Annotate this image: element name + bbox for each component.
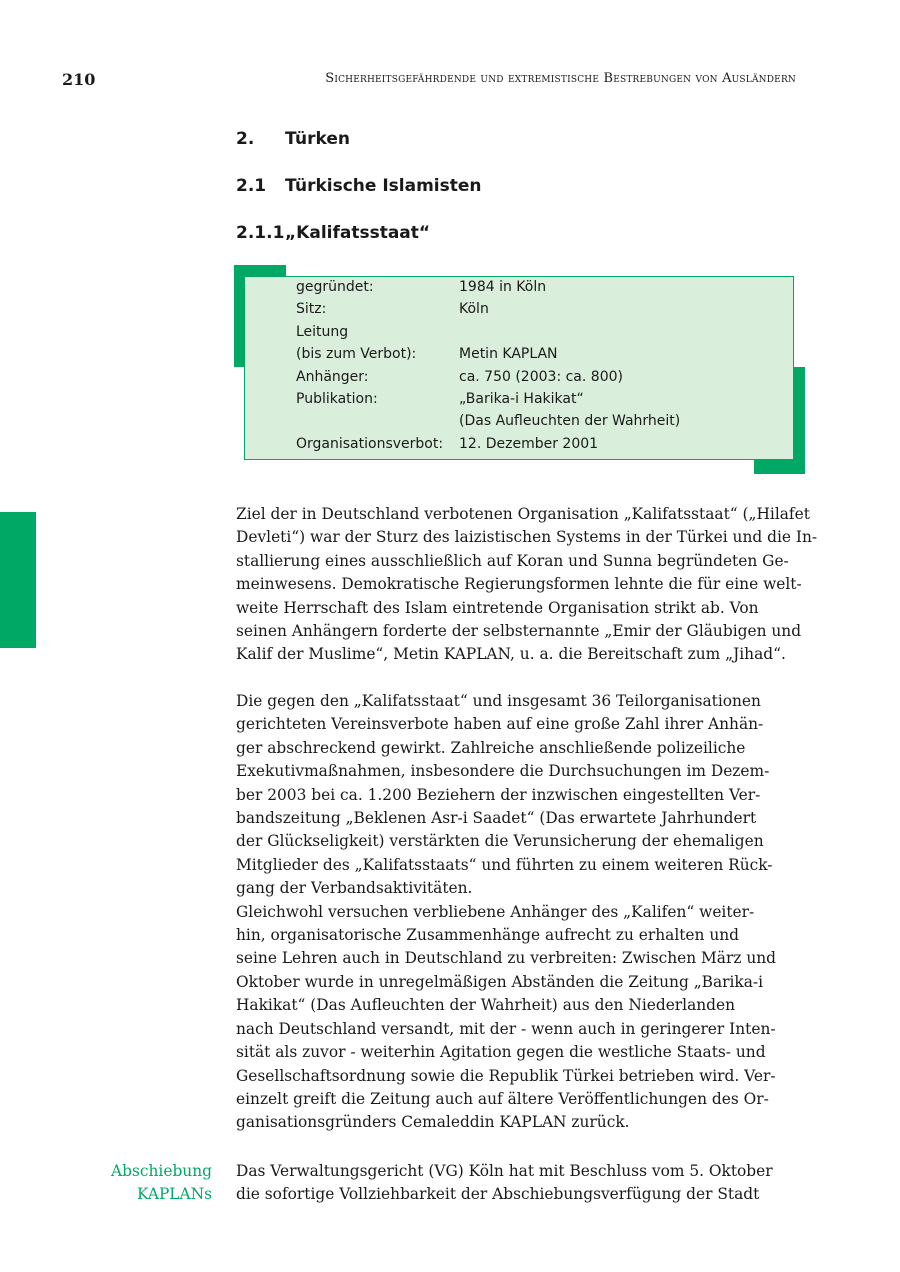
infobox-row	[296, 436, 680, 458]
text-line: Ziel der in Deutschland verbotenen Organisation „Kalifatsstaat“ („Hilafet	[236, 505, 810, 523]
infobox-value	[459, 324, 680, 346]
margin-note-line: KAPLANs	[136, 1185, 212, 1204]
infobox-label: Sitz:	[296, 301, 327, 318]
text-line: sität als zuvor - weiterhin Agitation gegen die westliche Staats- und	[236, 1043, 766, 1062]
infobox-row	[296, 369, 680, 391]
text-line: Gleichwohl versuchen verbliebene Anhänger des „Kalifen“ weiter-	[236, 902, 755, 921]
heading-text: Türken	[285, 129, 350, 149]
heading-section-2-1	[236, 176, 482, 196]
infobox-label	[296, 413, 459, 435]
infobox-value: Metin KAPLAN	[459, 346, 558, 363]
text-line: meinwesens. Demokratische Regierungsformen lehnte die für eine welt-	[236, 575, 802, 594]
paragraph-deportation	[236, 1160, 808, 1207]
text-line: Devleti“) war der Sturz des laizistischen Systems in der Türkei und die In-	[236, 528, 818, 547]
heading-number: 2.	[236, 129, 255, 149]
text-line: stallierung eines ausschließlich auf Koran und Sunna begründeten Ge-	[236, 551, 789, 570]
infobox-label: gegründet:	[296, 279, 374, 295]
text-line: einzelt greift die Zeitung auch auf ältere Veröffentlichungen des Or-	[236, 1089, 769, 1108]
text-line: gerichteten Vereinsverbote haben auf eine große Zahl ihrer Anhän-	[236, 715, 764, 734]
infobox-row	[296, 324, 680, 346]
text-line: gang der Verbandsaktivitäten.	[236, 879, 473, 898]
infobox-row	[296, 346, 680, 368]
infobox-table	[296, 279, 680, 458]
text-line: der Glückseligkeit) verstärkten die Verunsicherung der ehemaligen	[236, 832, 764, 851]
infobox-value: (Das Aufleuchten der Wahrheit)	[459, 413, 681, 430]
text-line: Oktober wurde in unregelmäßigen Abständen die Zeitung „Barika-i	[236, 972, 764, 991]
text-line: ber 2003 bei ca. 1.200 Beziehern der inzwischen eingestellten Ver-	[236, 785, 761, 804]
side-tab-marker	[0, 512, 36, 648]
text-line: Kalif der Muslime“, Metin KAPLAN, u. a. die Bereitschaft zum „Jihad“.	[236, 645, 786, 664]
text-line: Exekutivmaßnahmen, insbesondere die Durchsuchungen im Dezem-	[236, 762, 770, 781]
margin-note	[111, 1160, 212, 1207]
text-line: ger abschreckend gewirkt. Zahlreiche anschließende polizeiliche	[236, 738, 746, 757]
heading-section-2	[236, 129, 350, 149]
heading-section-2-1-1	[236, 223, 430, 243]
infobox-row	[296, 301, 680, 323]
infobox-label: Leitung	[296, 323, 349, 340]
text-line: die sofortige Vollziehbarkeit der Abschiebungsverfügung der Stadt	[236, 1185, 760, 1204]
text-line: Mitglieder des „Kalifatsstaats“ und führten zu einem weiteren Rück-	[236, 855, 773, 874]
organization-infobox	[244, 276, 794, 460]
infobox-value: Köln	[459, 301, 489, 318]
text-line: Das Verwaltungsgericht (VG) Köln hat mit Beschluss vom 5. Oktober	[236, 1162, 773, 1180]
heading-number: 2.1.1	[236, 223, 285, 243]
margin-note-line: Abschiebung	[111, 1162, 212, 1180]
text-line: seinen Anhängern forderte der selbsternannte „Emir der Gläubigen und	[236, 622, 802, 641]
infobox-row	[296, 413, 680, 435]
paragraph-bans	[236, 690, 808, 1135]
running-header: Sicherheitsgefährdende und extremistische Bestrebungen von Ausländern	[325, 71, 796, 86]
text-line: nach Deutschland versandt, mit der - wenn auch in geringerer Inten-	[236, 1019, 776, 1038]
text-line: Gesellschaftsordnung sowie die Republik Türkei betrieben wird. Ver-	[236, 1066, 776, 1085]
text-line: Die gegen den „Kalifatsstaat“ und insgesamt 36 Teilorganisationen	[236, 692, 761, 710]
text-line: weite Herrschaft des Islam eintretende Organisation strikt ab. Von	[236, 598, 759, 617]
infobox-value: ca. 750 (2003: ca. 800)	[459, 368, 623, 385]
text-line: seine Lehren auch in Deutschland zu verbreiten: Zwischen März und	[236, 949, 777, 968]
infobox-row	[296, 279, 680, 301]
infobox-label: Anhänger:	[296, 368, 369, 385]
text-line: bandszeitung „Beklenen Asr-i Saadet“ (Das erwartete Jahrhundert	[236, 809, 757, 828]
heading-text: Türkische Islamisten	[285, 176, 482, 196]
page-number: 210	[62, 70, 96, 89]
paragraph-goal	[236, 503, 818, 667]
infobox-label: (bis zum Verbot):	[296, 346, 417, 363]
infobox-label: Organisationsverbot:	[296, 435, 444, 452]
text-line: hin, organisatorische Zusammenhänge aufrecht zu erhalten und	[236, 926, 740, 945]
infobox-value: 1984 in Köln	[459, 279, 547, 295]
infobox-row	[296, 391, 680, 413]
text-line: Hakikat“ (Das Aufleuchten der Wahrheit) aus den Niederlanden	[236, 996, 736, 1015]
text-line: ganisationsgründers Cemaleddin KAPLAN zurück.	[236, 1113, 630, 1132]
infobox-value: „Barika-i Hakikat“	[459, 390, 584, 407]
infobox-value: 12. Dezember 2001	[459, 435, 599, 452]
heading-text: „Kalifatsstaat“	[285, 223, 431, 243]
infobox-label: Publikation:	[296, 390, 378, 407]
heading-number: 2.1	[236, 176, 267, 196]
